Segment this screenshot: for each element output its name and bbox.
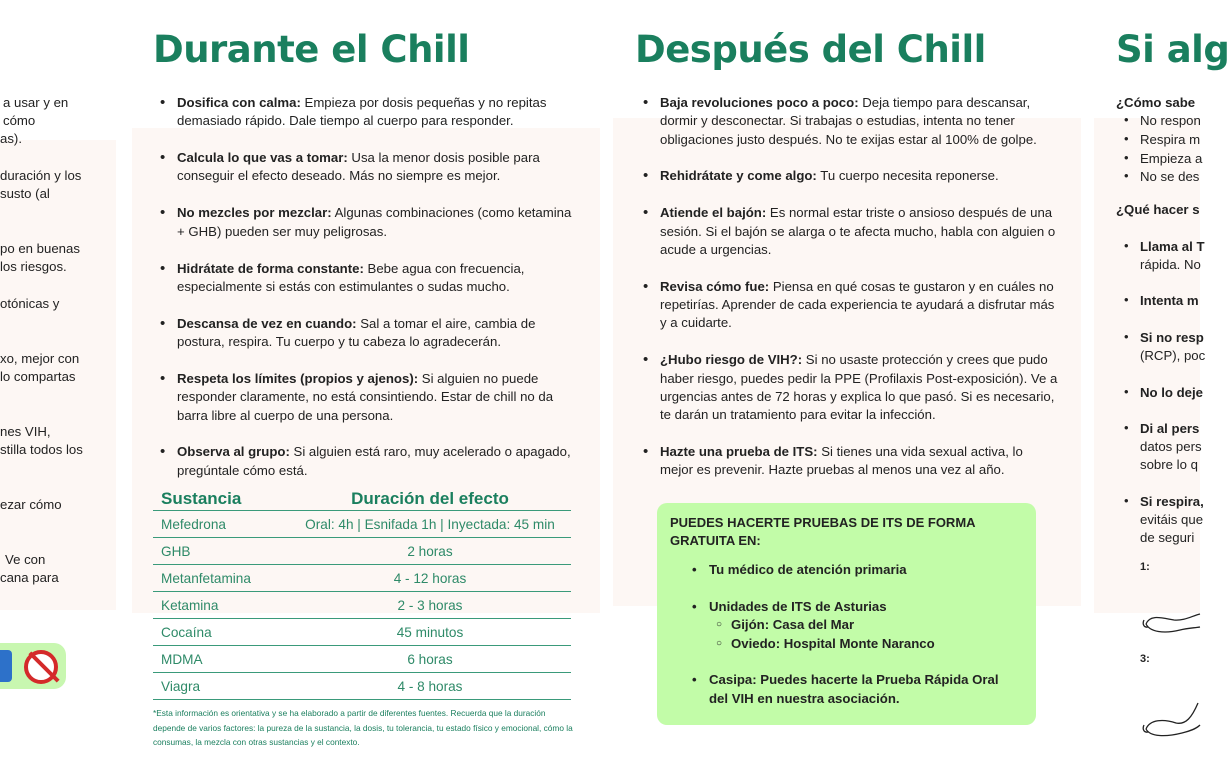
- bullet-dot: •: [1124, 493, 1129, 508]
- list-item: • Dosifica con calma: Empieza por dosis pequeñas y no repitas demasiado rápido. Dale tiempo al cuerpo para responder.: [157, 94, 577, 131]
- step-line: Llama al T: [1140, 239, 1205, 254]
- substance-duration-table: [153, 487, 571, 700]
- after-title: Después del Chill: [635, 28, 986, 71]
- bullet-dot: •: [1124, 112, 1129, 127]
- list-item: ○ Gijón: Casa del Mar: [709, 616, 1014, 635]
- left-line: susto (al: [0, 186, 50, 201]
- left-line: otónicas y: [0, 296, 60, 311]
- step-line: Si no resp: [1140, 330, 1204, 345]
- list-item: • Unidades de ITS de Asturias ○ Gijón: Casa del Mar ○ Oviedo: Hospital Monte Naranco: [684, 598, 1014, 654]
- bullet-dot: •: [1124, 131, 1129, 146]
- left-line: as).: [0, 131, 22, 146]
- list-item: • No mezcles por mezclar: Algunas combinaciones (como ketamina + GHB) pueden ser muy peligrosas.: [157, 204, 577, 241]
- question-heading: ¿Qué hacer s: [1116, 202, 1200, 217]
- bullet-dot: •: [1124, 292, 1129, 307]
- step-line: Si respira,: [1140, 494, 1204, 509]
- list-item: • Calcula lo que vas a tomar: Usa la menor dosis posible para conseguir el efecto deseado. Más no siempre es mejor.: [157, 149, 577, 186]
- bullet-line: No respon: [1140, 113, 1201, 128]
- step-line: rápida. No: [1140, 257, 1201, 272]
- bullet-dot: •: [1124, 420, 1129, 435]
- left-line: Ve con: [5, 552, 46, 567]
- header-duration: Duración del efecto: [289, 487, 571, 511]
- list-item: • Observa al grupo: Si alguien está raro, muy acelerado o apagado, pregúntale cómo está.: [157, 443, 577, 480]
- bullet-line: Empieza a: [1140, 151, 1203, 166]
- figure-label: 1:: [1140, 561, 1150, 573]
- bullet-dot: •: [1124, 329, 1129, 344]
- left-line: ezar cómo: [0, 497, 62, 512]
- recovery-position-figure-3: [1140, 695, 1200, 745]
- list-item: • Hidrátate de forma constante: Bebe agua con frecuencia, especialmente si estás con estimulantes o sudas mucho.: [157, 260, 577, 297]
- step-line: datos pers: [1140, 439, 1202, 454]
- left-line: nes VIH,: [0, 424, 51, 439]
- bullet-line: Respira m: [1140, 132, 1201, 147]
- prohibited-icon: [24, 650, 58, 684]
- left-line: po en buenas: [0, 241, 80, 256]
- its-box-list: [684, 561, 1014, 726]
- list-item: • Respeta los límites (propios y ajenos): Si alguien no puede responder claramente, no está consintiendo. Estar de chill no da barra libre al cuerpo de una persona.: [157, 370, 577, 425]
- table-row: Mefedrona Oral: 4h | Esnifada 1h | Inyectada: 45 min: [153, 511, 571, 538]
- step-line: No lo deje: [1140, 385, 1204, 400]
- table-row: Ketamina 2 - 3 horas: [153, 592, 571, 619]
- bullet-dot: •: [1124, 384, 1129, 399]
- recovery-position-figure-1: [1140, 600, 1200, 645]
- list-item: • Tu médico de atención primaria: [684, 561, 1014, 580]
- left-line: a usar y en: [3, 95, 69, 110]
- during-title: Durante el Chill: [153, 28, 470, 71]
- table-row: Metanfetamina 4 - 12 horas: [153, 565, 571, 592]
- left-line: cana para: [0, 570, 59, 585]
- table-header-row: [153, 487, 571, 511]
- condom-icon: [0, 650, 12, 682]
- left-line: cómo: [3, 113, 36, 128]
- table-row: MDMA 6 horas: [153, 646, 571, 673]
- header-substance: Sustancia: [153, 487, 289, 511]
- left-line: los riesgos.: [0, 259, 67, 274]
- list-item: • Baja revoluciones poco a poco: Deja tiempo para descansar, dormir y desconectar. Si trabajas o estudias, intenta no tener obligaciones justo después. No te exijas estar al 100% de golpe.: [640, 94, 1058, 149]
- left-line: stilla todos los: [0, 442, 83, 457]
- step-line: Intenta m: [1140, 293, 1199, 308]
- table-row: Viagra 4 - 8 horas: [153, 673, 571, 700]
- table-row: Cocaína 45 minutos: [153, 619, 571, 646]
- step-line: evitáis que: [1140, 512, 1204, 527]
- during-list: [157, 94, 577, 499]
- figure-label: 3:: [1140, 653, 1150, 665]
- left-line: duración y los: [0, 168, 82, 183]
- list-item: • ¿Hubo riesgo de VIH?: Si no usaste protección y crees que pudo haber riesgo, puedes pedir la PPE (Profilaxis Post-exposición). Ve a urgencias antes de 72 horas y explica lo que pasó. Si es necesario, te darán un tratamiento para evitar la infección.: [640, 351, 1058, 424]
- its-sublist: [709, 616, 1014, 653]
- question-heading: ¿Cómo sabe: [1116, 95, 1196, 110]
- list-item: • Revisa cómo fue: Piensa en qué cosas te gustaron y en cuáles no repetirías. Aprender de cada experiencia te ayudará a disfrutar más y a cuidarte.: [640, 278, 1058, 333]
- list-item: • Rehidrátate y come algo: Tu cuerpo necesita reponerse.: [640, 167, 1058, 185]
- bullet-dot: •: [1124, 150, 1129, 165]
- left-line: lo compartas: [0, 369, 76, 384]
- step-line: sobre lo q: [1140, 457, 1198, 472]
- table-row: GHB 2 horas: [153, 538, 571, 565]
- after-list: [640, 94, 1058, 498]
- step-line: (RCP), poc: [1140, 348, 1206, 363]
- step-line: de seguri: [1140, 530, 1195, 545]
- right-title: Si alg: [1116, 28, 1229, 71]
- list-item: • Casipa: Puedes hacerte la Prueba Rápida Oral del VIH en nuestra asociación.: [684, 671, 1014, 708]
- left-panel-text: [0, 94, 116, 594]
- bullet-dot: •: [1124, 238, 1129, 253]
- bullet-dot: •: [1124, 168, 1129, 183]
- list-item: ○ Oviedo: Hospital Monte Naranco: [709, 635, 1014, 654]
- its-testing-box: [657, 503, 1036, 725]
- its-box-title: PUEDES HACERTE PRUEBAS DE ITS DE FORMA GRATUITA EN:: [670, 515, 976, 548]
- list-item: • Hazte una prueba de ITS: Si tienes una vida sexual activa, lo mejor es prevenir. Hazte pruebas al menos una vez al año.: [640, 443, 1058, 480]
- list-item: • Descansa de vez en cuando: Sal a tomar el aire, cambia de postura, respira. Tu cuerpo y tu cabeza lo agradecerán.: [157, 315, 577, 352]
- bullet-line: No se des: [1140, 169, 1200, 184]
- list-item: • Atiende el bajón: Es normal estar triste o ansioso después de una sesión. Si el bajón se alarga o te afecta mucho, habla con alguien o acude a urgencias.: [640, 204, 1058, 259]
- table-footnote: *Esta información es orientativa y se ha elaborado a partir de diferentes fuentes. Recuerda que la duración depende de varios factores: la pureza de la sustancia, la dosis, tu tolerancia, tu estado físico y emocional, cómo la consumas, la mezcla con otras sustancias y el contexto.: [153, 708, 573, 747]
- right-panel-text: [1094, 80, 1206, 680]
- left-line: xo, mejor con: [0, 351, 80, 366]
- step-line: Di al pers: [1140, 421, 1200, 436]
